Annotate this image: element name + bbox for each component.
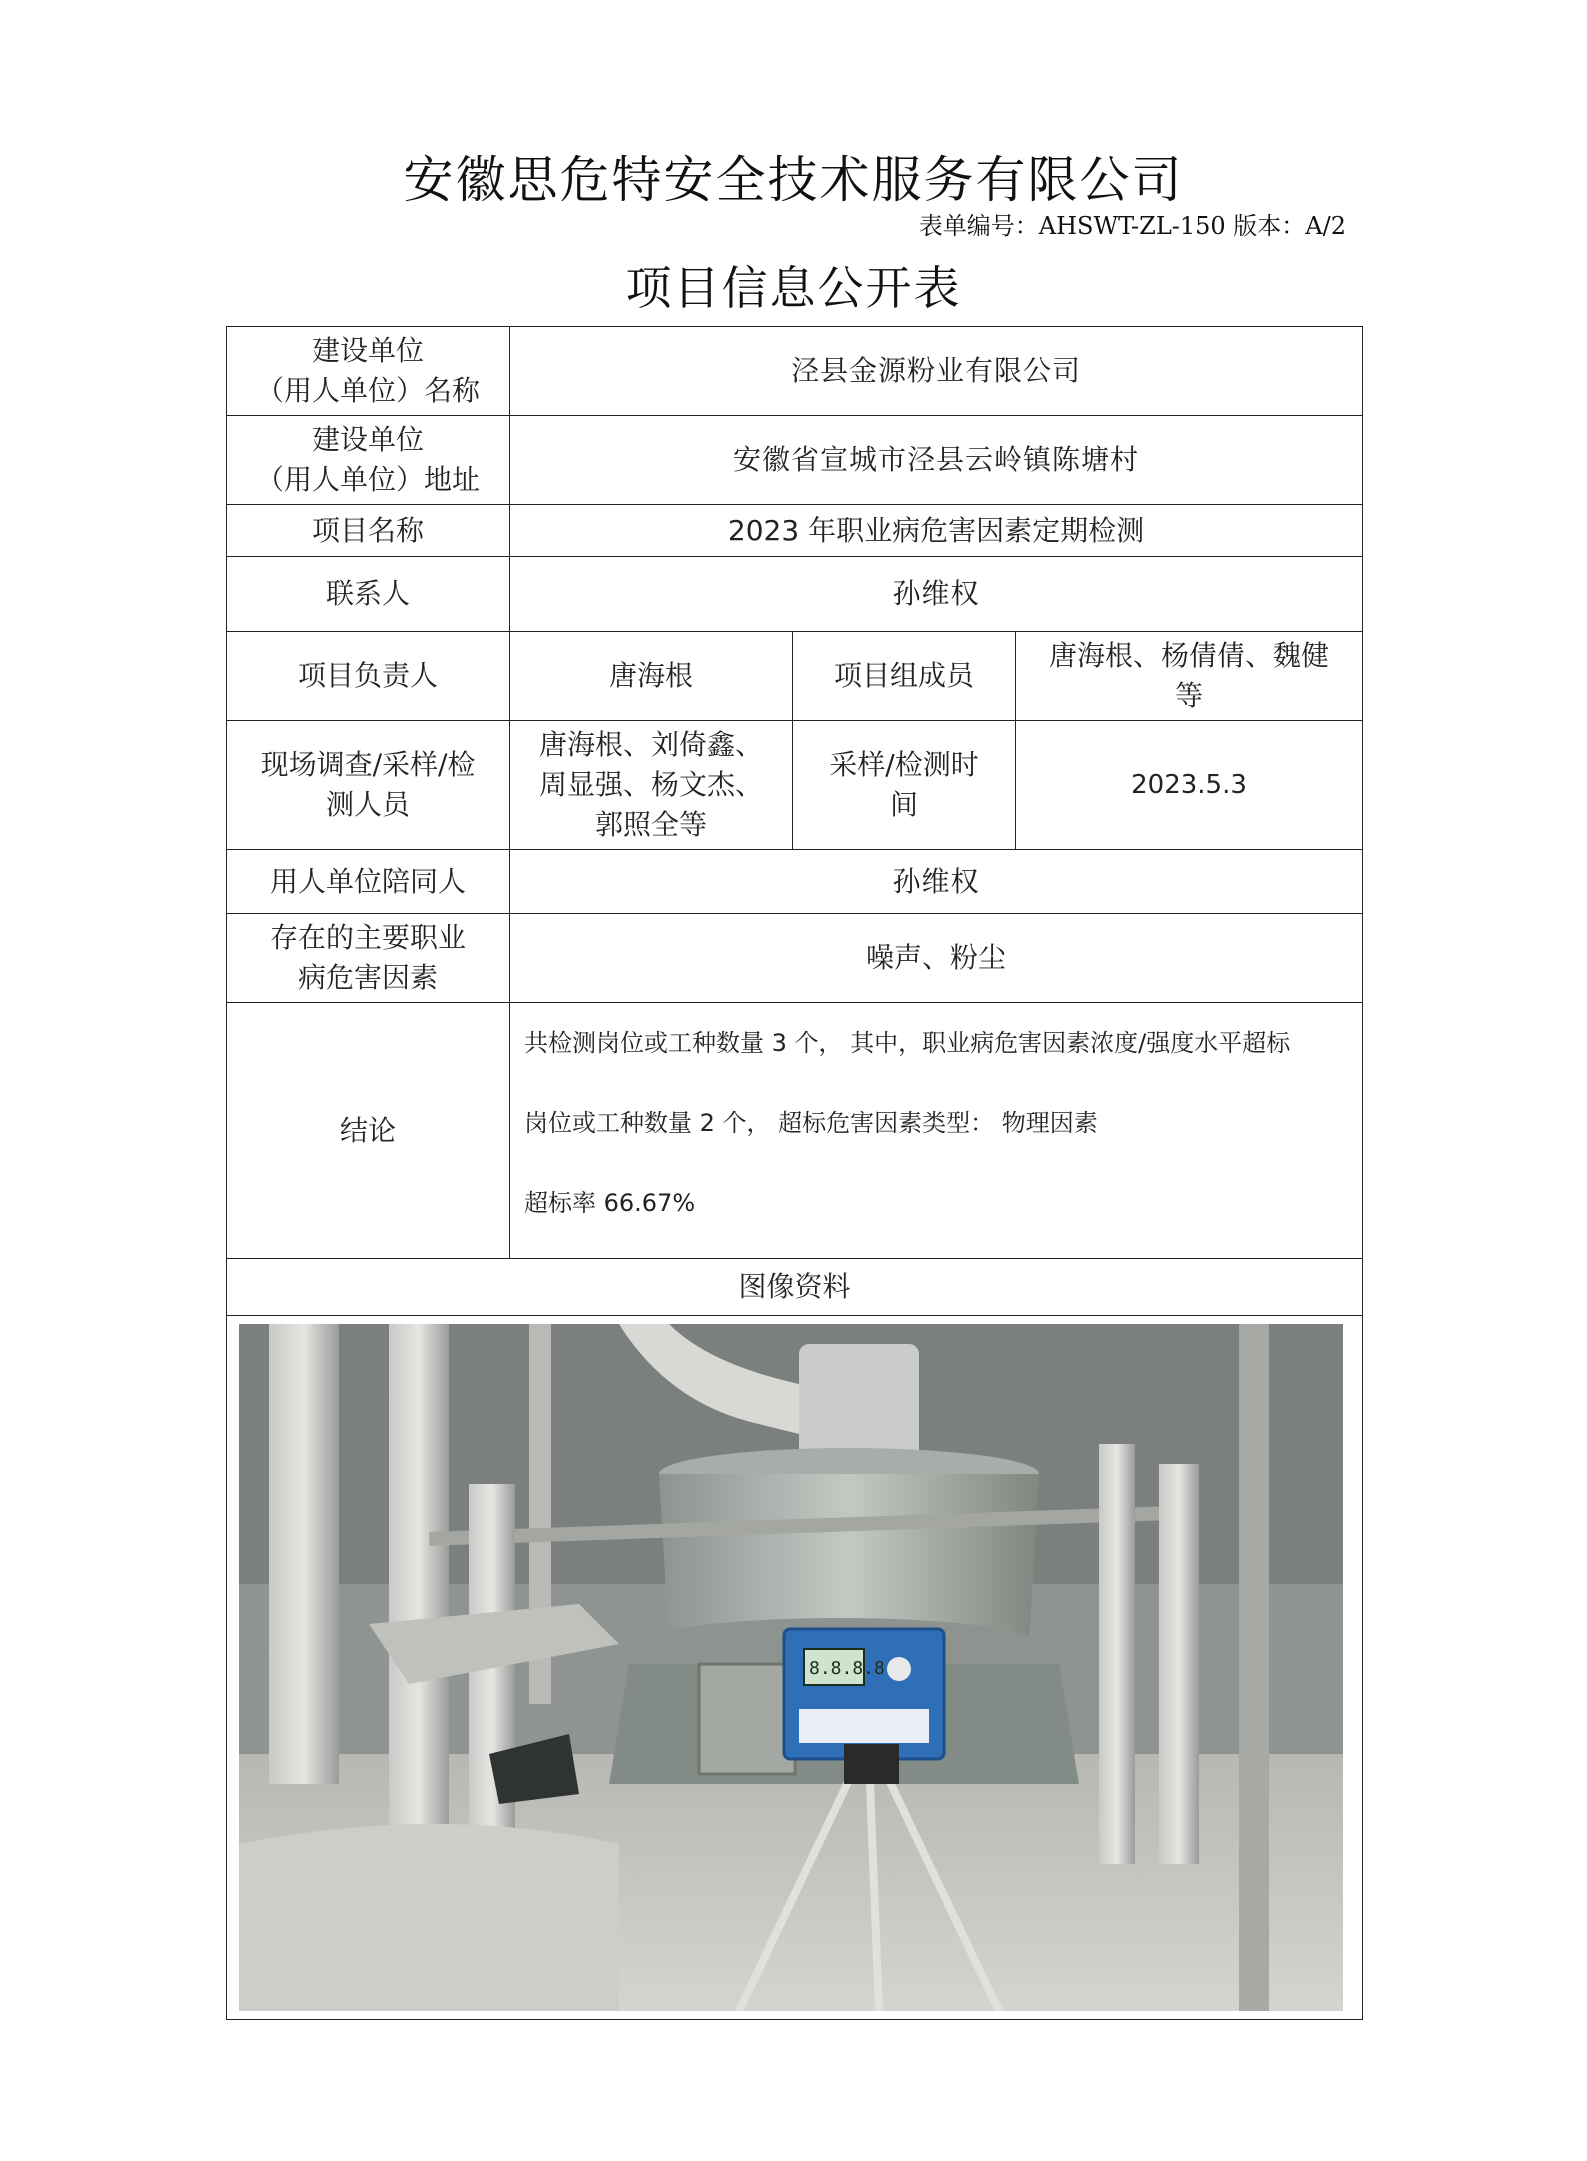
- site-photo-illustration: [239, 1324, 1343, 2011]
- photo-tripod-head: [844, 1744, 899, 1784]
- photo-post: [1159, 1464, 1199, 1864]
- label-image: 图像资料: [227, 1259, 1363, 1316]
- survey-line: 周显强、杨文杰、: [538, 768, 763, 801]
- row-companion: [227, 850, 1363, 914]
- photo-post: [469, 1484, 515, 1864]
- label-companion: 用人单位陪同人: [227, 850, 510, 914]
- row-unit-address: [227, 416, 1363, 505]
- label-line: 存在的主要职业: [269, 921, 466, 954]
- value-project-name: 2023 年职业病危害因素定期检测: [510, 505, 1363, 557]
- row-contact: [227, 557, 1363, 632]
- conclusion-line: 共检测岗位或工种数量 3 个， 其中，职业病危害因素浓度/强度水平超标: [524, 1029, 1291, 1057]
- survey-line: 郭照全等: [594, 808, 707, 841]
- project-info-table: [226, 326, 1363, 2020]
- value-hazards: 噪声、粉尘: [510, 914, 1363, 1003]
- noise-meter-device: [784, 1629, 944, 1759]
- label-line: （用人单位）地址: [255, 463, 480, 496]
- label-unit-address: [227, 416, 510, 505]
- photo-pipe: [1239, 1324, 1269, 2011]
- row-hazards: [227, 914, 1363, 1003]
- value-conclusion: [510, 1003, 1363, 1259]
- members-line: 唐海根、杨倩倩、魏健: [1049, 639, 1330, 672]
- label-project-name: 项目名称: [227, 505, 510, 557]
- label-sample-time: [793, 721, 1016, 850]
- label-members: 项目组成员: [793, 632, 1016, 721]
- label-hazards: [227, 914, 510, 1003]
- value-sample-time: 2023.5.3: [1016, 721, 1363, 850]
- value-companion: 孙维权: [510, 850, 1363, 914]
- label-line: 建设单位: [311, 334, 424, 367]
- company-name: 安徽思危特安全技术服务有限公司: [403, 151, 1184, 209]
- photo-dust-floor: [239, 1824, 619, 2011]
- label-line: 间: [889, 788, 918, 821]
- photo-pipe: [389, 1324, 449, 1844]
- row-project-name: [227, 505, 1363, 557]
- value-leader: 唐海根: [510, 632, 793, 721]
- site-photo: [239, 1324, 1343, 2011]
- row-survey: [227, 721, 1363, 850]
- label-line: （用人单位）名称: [255, 374, 480, 407]
- label-line: 采样/检测时: [829, 748, 979, 781]
- row-leader: [227, 632, 1363, 721]
- photo-post: [1099, 1444, 1135, 1864]
- label-line: 测人员: [325, 788, 410, 821]
- value-unit-address: 安徽省宣城市泾县云岭镇陈塘村: [510, 416, 1363, 505]
- label-line: 现场调查/采样/检: [260, 748, 476, 781]
- label-survey: [227, 721, 510, 850]
- photo-hopper: [799, 1344, 919, 1464]
- value-survey: [510, 721, 793, 850]
- value-contact: 孙维权: [510, 557, 1363, 632]
- label-conclusion: 结论: [227, 1003, 510, 1259]
- label-contact: 联系人: [227, 557, 510, 632]
- row-unit-name: [227, 327, 1363, 416]
- survey-line: 唐海根、刘倚鑫、: [538, 728, 763, 761]
- conclusion-line: 超标率 66.67%: [524, 1189, 696, 1217]
- conclusion-line: 岗位或工种数量 2 个， 超标危害因素类型： 物理因素: [524, 1109, 1098, 1137]
- label-leader: 项目负责人: [227, 632, 510, 721]
- row-conclusion: [227, 1003, 1363, 1259]
- label-line: 建设单位: [311, 423, 424, 456]
- device-screen-text: 8.8.8.8: [809, 1658, 885, 1679]
- document-title: 项目信息公开表: [625, 261, 962, 315]
- value-members: [1016, 632, 1363, 721]
- photo-door: [699, 1664, 795, 1774]
- label-unit-name: [227, 327, 510, 416]
- label-line: 病危害因素: [297, 961, 438, 994]
- photo-pipe: [269, 1324, 339, 1784]
- members-line: 等: [1175, 679, 1204, 712]
- form-number: 表单编号：AHSWT-ZL-150 版本：A/2: [918, 212, 1346, 240]
- row-image-label: [227, 1259, 1363, 1316]
- photo-cell: [227, 1316, 1363, 2020]
- row-photo: [227, 1316, 1363, 2020]
- value-unit-name: 泾县金源粉业有限公司: [510, 327, 1363, 416]
